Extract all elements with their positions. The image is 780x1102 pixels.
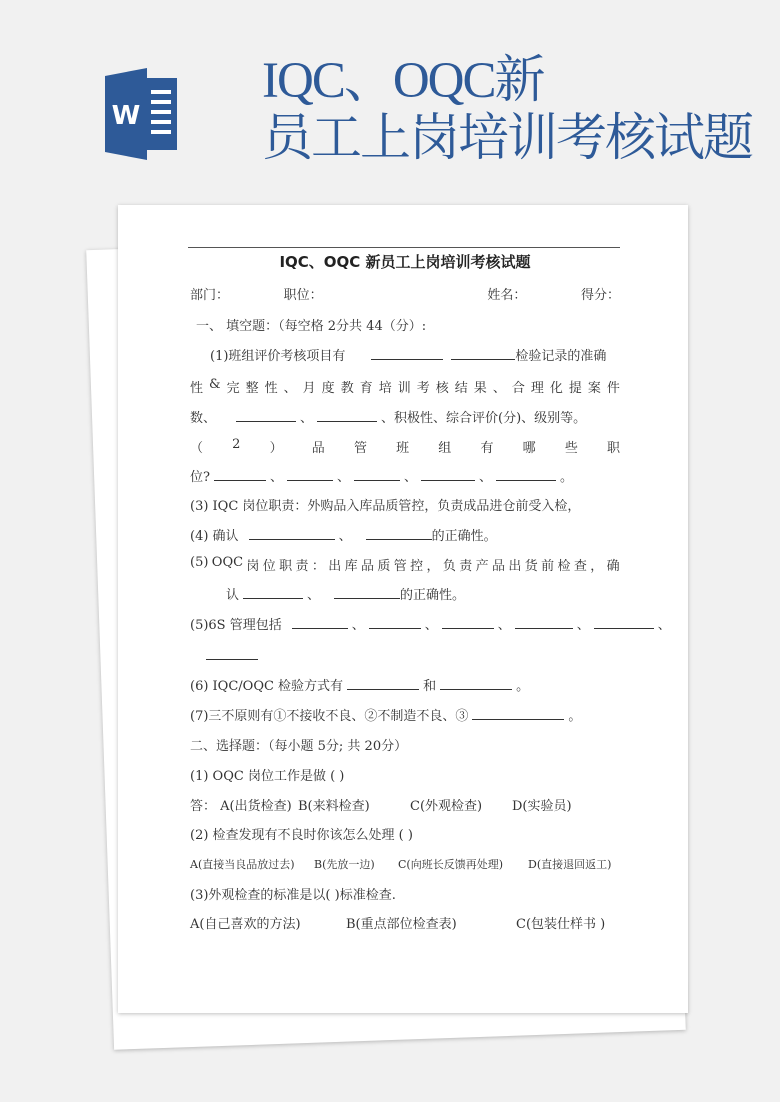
- spaced-char: 育: [359, 381, 373, 396]
- q7: (7)三不原则有①不接收不良、②不制造不良、③ 。: [190, 709, 582, 724]
- spaced-char: 度: [321, 381, 335, 396]
- spaced-char: 化: [549, 381, 563, 396]
- spaced-char: 教: [340, 381, 354, 396]
- choice-q2: (2) 检查发现有不良时你该怎么处理 ( ): [190, 828, 413, 843]
- spaced-char: 责: [295, 559, 309, 574]
- hero-title-line2: 员工上岗培训考核试题: [262, 111, 753, 167]
- spaced-char: 性: [190, 381, 204, 396]
- spaced-char: ，: [426, 559, 440, 574]
- spaced-char: （: [190, 441, 204, 456]
- section-1-heading: 一、 填空题：（每空格 2分共 44（分）:: [196, 319, 427, 334]
- spaced-char: 管: [353, 441, 367, 456]
- spaced-char: 提: [568, 381, 582, 396]
- spaced-char: 产: [475, 559, 489, 574]
- spaced-char: 查: [573, 559, 587, 574]
- spaced-char: 确: [606, 559, 620, 574]
- spaced-char: 案: [587, 381, 601, 396]
- spaced-char: 、: [492, 381, 506, 396]
- q2-line2: 位? 、 、 、 、 。: [190, 470, 574, 485]
- spaced-char: 职: [279, 559, 293, 574]
- choice-q3-options: A(自己喜欢的方法) B(重点部位检查表) C(包装仕样书 ): [190, 917, 606, 932]
- spaced-char: 理: [530, 381, 544, 396]
- spaced-char: 组: [438, 441, 452, 456]
- spaced-char: 果: [473, 381, 487, 396]
- spaced-char: 管: [393, 559, 407, 574]
- q1-line2: [190, 377, 620, 396]
- header-rule: [188, 247, 620, 248]
- spaced-char: 品: [311, 441, 325, 456]
- spaced-char: 位: [262, 559, 276, 574]
- q2-line1: [190, 437, 620, 456]
- spaced-char: 整: [245, 381, 259, 396]
- q6s-line2: [206, 647, 258, 664]
- q6: (6) IQC/OQC 检验方式有 和 。: [190, 679, 530, 694]
- q5-line2: 认 、 的正确性。: [226, 588, 466, 603]
- spaced-char: 出: [328, 559, 342, 574]
- spaced-char: OQC: [211, 555, 244, 570]
- spaced-char: 考: [416, 381, 430, 396]
- spaced-char: 职: [606, 441, 620, 456]
- spaced-char: 训: [397, 381, 411, 396]
- spaced-char: 货: [524, 559, 538, 574]
- choice-q2-options: A(直接当良品放过去) B(先放一边) C(向班长反馈再处理) D(直接退回返工): [190, 858, 612, 871]
- spaced-char: 有: [480, 441, 494, 456]
- spaced-char: 性: [264, 381, 278, 396]
- spaced-char: 库: [344, 559, 358, 574]
- spaced-char: ，: [590, 559, 604, 574]
- document-title: IQC、OQC 新员工上岗培训考核试题: [279, 253, 531, 271]
- spaced-char: 前: [541, 559, 555, 574]
- spaced-char: 、: [283, 381, 297, 396]
- spaced-char: 结: [454, 381, 468, 396]
- q1-line3: 数、 、 、积极性、综合评价(分)、级别等。: [190, 411, 587, 426]
- spaced-char: 月: [302, 381, 316, 396]
- spaced-char: 些: [564, 441, 578, 456]
- spaced-char: 核: [435, 381, 449, 396]
- q6s-line1: (5)6S 管理包括 、 、 、 、 、: [190, 618, 671, 633]
- spaced-char: 质: [377, 559, 391, 574]
- info-fields: [190, 284, 620, 303]
- field-department: 部门：: [190, 288, 230, 303]
- spaced-char: 哪: [522, 441, 536, 456]
- spaced-char: 品: [361, 559, 375, 574]
- spaced-char: 班: [396, 441, 410, 456]
- spaced-char: 件: [606, 381, 620, 396]
- spaced-char: 责: [459, 559, 473, 574]
- choice-q1: (1) OQC 岗位工作是做 ( ): [190, 769, 345, 784]
- word-document-icon: [105, 68, 177, 160]
- q1-line1: (1)班组评价考核项目有 检验记录的准确: [210, 349, 607, 364]
- field-name: 姓名：: [487, 288, 527, 303]
- section-2-heading: 二、选择题：（每小题 5分; 共 20分）: [190, 739, 408, 754]
- spaced-char: ）: [269, 441, 283, 456]
- spaced-char: 2: [232, 437, 241, 452]
- spaced-char: &: [209, 377, 221, 392]
- q5-line1: [190, 555, 620, 574]
- spaced-char: 品: [492, 559, 506, 574]
- spaced-char: 负: [442, 559, 456, 574]
- spaced-char: ：: [311, 559, 325, 574]
- choice-q1-options: 答： A(出货检查) B(来料检查) C(外观检查) D(实验员): [190, 799, 572, 814]
- svg-text:W: W: [111, 101, 141, 131]
- spaced-char: 岗: [246, 559, 260, 574]
- spaced-char: 合: [511, 381, 525, 396]
- q3: (3) IQC 岗位职责：外购品入库品质管控，负责成品进仓前受入检，: [190, 499, 581, 514]
- spaced-char: 完: [226, 381, 240, 396]
- spaced-char: 检: [557, 559, 571, 574]
- field-position: 职位：: [283, 288, 323, 303]
- spaced-char: 控: [410, 559, 424, 574]
- choice-q3: (3)外观检查的标准是以( )标准检查.: [190, 888, 396, 903]
- hero-title: [262, 52, 752, 168]
- spaced-char: (5): [190, 555, 209, 570]
- spaced-char: 出: [508, 559, 522, 574]
- hero-title-line1: IQC、OQC新: [262, 53, 544, 109]
- spaced-char: 培: [378, 381, 392, 396]
- field-score: 得分：: [580, 288, 620, 303]
- q4: (4) 确认 、 的正确性。: [190, 529, 497, 544]
